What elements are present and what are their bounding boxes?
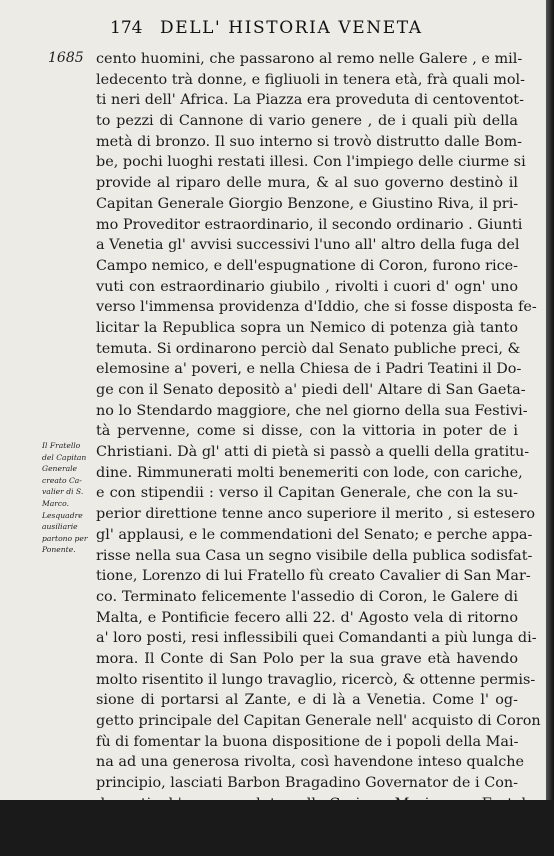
text-line: tione, Lorenzo di lui Fratello fù creato Cavalier di San Mar- bbox=[96, 568, 531, 585]
text-line: vuti con estraordinario giubilo , rivolti i cuori d' ogn' uno bbox=[96, 278, 518, 295]
running-head: DELL' HISTORIA VENETA bbox=[160, 18, 423, 38]
text-line: no lo Stendardo maggiore, che nel giorno della sua Festivi- bbox=[96, 402, 528, 419]
margin-note-line: Generale bbox=[42, 464, 78, 474]
text-line: ti neri dell' Africa. La Piazza era proveduta di centoventot- bbox=[96, 92, 524, 109]
text-line: ge con il Senato depositò a' piedi dell' Altare di San Gaeta- bbox=[96, 382, 526, 398]
text-line: getto principale del Capitan Generale nell' acquisto di Coron bbox=[96, 713, 541, 729]
margin-note-line: Ponente. bbox=[42, 545, 76, 555]
text-line: licitar la Republica sopra un Nemico di potenza già tanto bbox=[96, 319, 518, 336]
text-line: a' loro posti, resi inflessibili quei Comandanti a più lunga di- bbox=[96, 630, 537, 647]
text-line: na ad una generosa rivolta, così havendone inteso qualche bbox=[96, 754, 525, 771]
text-line: Christiani. Dà gl' atti di pietà si passò a quelli della gratitu- bbox=[96, 444, 530, 461]
margin-note-line: del Capitan bbox=[42, 452, 87, 462]
margin-note-line: partono per bbox=[42, 533, 88, 543]
text-line: comi- bbox=[478, 837, 518, 854]
text-line: molto risentito il lungo travaglio, ricercò, & ottenne permis- bbox=[96, 671, 536, 688]
book-binding-shadow bbox=[546, 0, 554, 800]
text-line: co. Terminato felicemente l'assedio di Coron, le Galere di bbox=[96, 588, 518, 605]
margin-note bbox=[42, 440, 94, 556]
text-line: mora. Il Conte di San Polo per la sua grave età havendo bbox=[96, 650, 518, 667]
margin-note-line: valier di S. bbox=[42, 487, 84, 497]
text-line: fù di fomentar la buona dispositione de i popoli della Mai- bbox=[96, 733, 519, 750]
text-line: sione di portarsi al Zante, e di là a Venetia. Come l' og- bbox=[96, 692, 518, 709]
text-line: lo, mancato di vita dopo sofferti lunghi disagj, e li Sopra- bbox=[96, 816, 518, 833]
text-line: dine. Rimmunerati molti benemeriti con lode, con cariche, bbox=[96, 464, 523, 481]
text-line: Malta, e Pontificie fecero alli 22. d' Agosto vela di ritorno bbox=[96, 609, 518, 626]
text-line: be, pochi luoghi restati illesi. Con l'impiego delle ciurme si bbox=[96, 154, 526, 171]
text-line: temuta. Si ordinarono perciò dal Senato publiche preci, & bbox=[96, 340, 521, 357]
margin-note-line: Il Fratello bbox=[42, 441, 81, 450]
text-line: perior direttione tenne anco superiore il merito , si estesero bbox=[96, 506, 536, 523]
margin-note-line: Lesquadre bbox=[42, 510, 83, 520]
margin-note-line: creato Ca- bbox=[42, 475, 82, 485]
page-number: 174 bbox=[110, 18, 143, 38]
text-line: verso l'immensa providenza d'Iddio, che si fosse disposta fe- bbox=[96, 299, 537, 316]
text-line: Capitan Generale Giorgio Benzone, e Giustino Riva, il pri- bbox=[96, 195, 519, 212]
text-line: mo Proveditor estraordinario, il secondo ordinario . Giunti bbox=[96, 216, 523, 233]
text-line: e con stipendii : verso il Capitan Generale, che con la su- bbox=[96, 485, 518, 502]
text-line: elemosine a' poveri, e nella Chiesa de i Padri Teatini il Do- bbox=[96, 361, 522, 378]
text-line: cento huomini, che passarono al remo nelle Galere , e mil- bbox=[96, 51, 523, 67]
text-line: provide al riparo delle mura, & al suo governo destinò il bbox=[96, 175, 518, 192]
text-line: tà pervenne, come si disse, con la vittoria in poter de i bbox=[96, 423, 518, 440]
text-line: dennati, ch'era succeduto nella Carica a Marino suo Fratel- bbox=[96, 795, 531, 812]
text-line: a Venetia gl' avvisi successivi l'uno all' altro della fuga del bbox=[96, 237, 520, 254]
text-line: principio, lasciati Barbon Bragadino Governator de i Con- bbox=[96, 775, 518, 792]
page-header bbox=[0, 18, 546, 42]
text-line: to pezzi di Cannone di vario genere , de i quali più della bbox=[96, 113, 518, 130]
text-line: gl' applausi, e le commendationi del Senato; e perche appa- bbox=[96, 526, 533, 543]
margin-note-line: ausiliarie bbox=[42, 522, 78, 532]
text-line: metà di bronzo. Il suo interno si trovò distrutto dalle Bom- bbox=[96, 133, 522, 150]
body-text bbox=[96, 49, 541, 856]
margin-year: 1685 bbox=[48, 50, 84, 66]
text-line: Campo nemico, e dell'espugnatione di Coron, furono rice- bbox=[96, 257, 519, 274]
text-line: ledecento trà donne, e figliuoli in tenera età, frà quali mol- bbox=[96, 71, 525, 88]
text-line: risse nella sua Casa un segno visibile della publica sodisfat- bbox=[96, 547, 533, 564]
margin-note-line: Marco. bbox=[42, 498, 70, 508]
